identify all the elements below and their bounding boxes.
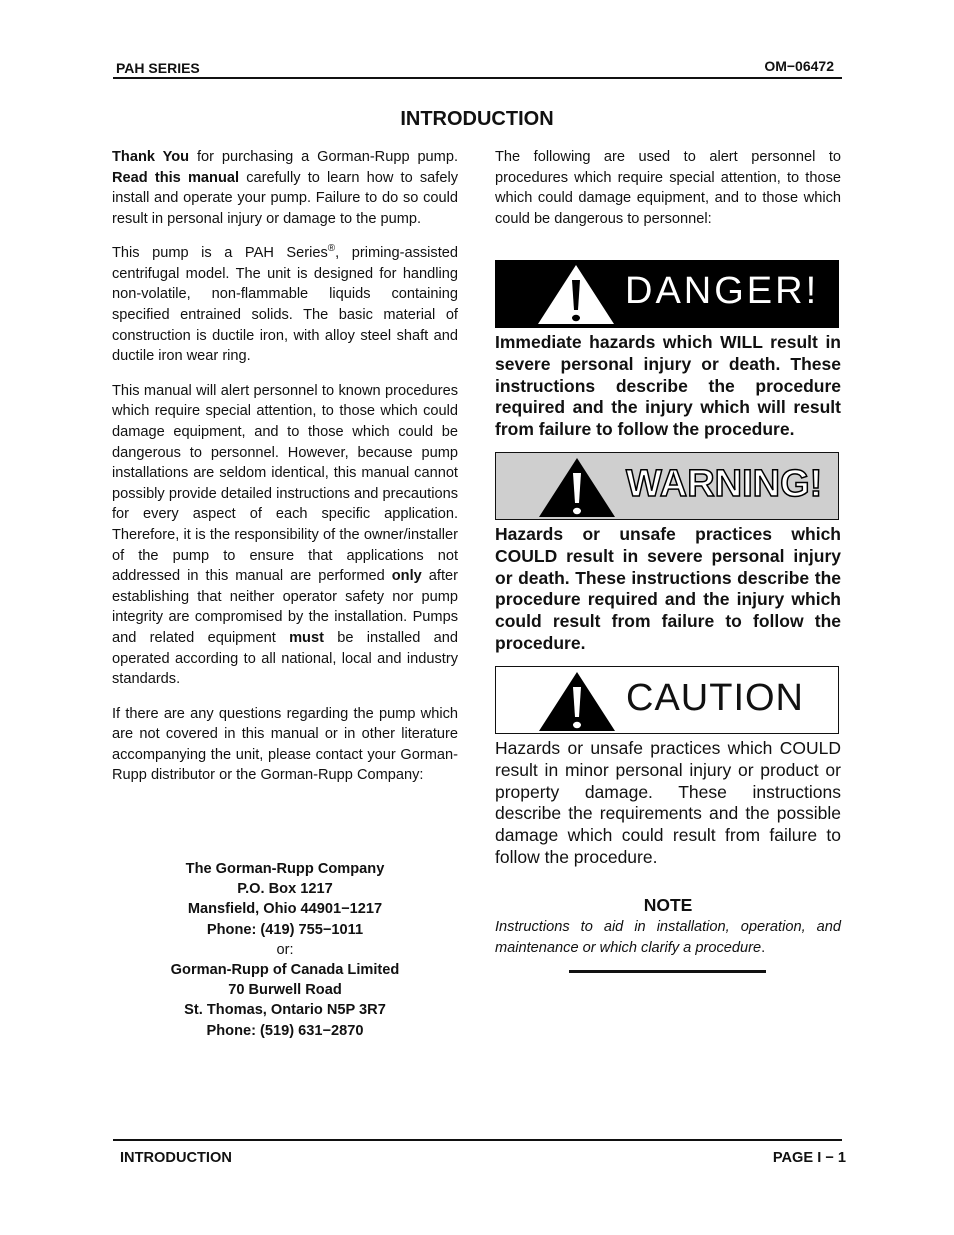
warning-label: WARNING!: [626, 463, 823, 505]
caution-description: Hazards or unsafe practices which COULD result in minor personal injury or product or property damage. These instructions describe the requirements and the possible damage which could result from failure to follow the procedure.: [495, 738, 841, 867]
address-company: The Gorman-Rupp Company: [185, 861, 385, 877]
note-text-italic: Instructions to aid in installation, operation, and maintenance or which clarify a procedure: [495, 919, 841, 956]
only-emphasis: only: [391, 568, 422, 585]
registered-mark: ®: [327, 243, 336, 255]
footer-page-number: PAGE I − 1: [772, 1150, 846, 1166]
p2-text-a: This pump is a PAH Series: [112, 245, 328, 262]
header-doc-number: OM−06472: [764, 58, 834, 74]
page-title: INTRODUCTION: [400, 108, 554, 130]
address-canada-city: St. Thomas, Ontario N5P 3R7: [184, 1002, 386, 1019]
p3-text-c: be installed and operated according to all national, local and industry standards.: [112, 629, 458, 688]
alerts-intro: The following are used to alert personnel to procedures which require special attention, to those which could damage equipment, and to those which could be dangerous to personnel:: [495, 149, 841, 227]
paragraph-questions: If there are any questions regarding the pump which are not covered in this manual or in other literature accompanying the unit, please contact your Gorman-Rupp distributor or the Gorman-Rupp Company:: [112, 705, 458, 784]
address-or: or:: [276, 941, 294, 958]
read-manual-emphasis: Read this manual: [112, 169, 240, 186]
address-city: Mansfield, Ohio 44901−1217: [187, 901, 383, 918]
note-heading: NOTE: [643, 895, 693, 915]
paragraph-manual-alerts: [112, 381, 458, 690]
note-period: .: [761, 940, 766, 956]
danger-description: Immediate hazards which WILL result in severe personal injury or death. These instructions describe the procedure required and the injury which will result from failure to follow the procedure.: [495, 332, 841, 440]
caution-label: CAUTION: [626, 677, 804, 719]
must-emphasis: must: [289, 629, 324, 646]
paragraph-thank-you: [112, 147, 458, 229]
p1-text-b: carefully to learn how to safely install and operate your pump. Failure to do so could result in personal injury or damage to the pump.: [112, 169, 459, 227]
danger-label: DANGER!: [625, 270, 820, 312]
note-text: [495, 917, 841, 959]
footer-rule: [113, 1139, 842, 1141]
p1-text-a: for purchasing a Gorman-Rupp pump.: [189, 149, 459, 165]
caution-sign: [495, 666, 839, 734]
address-po-box: P.O. Box 1217: [237, 881, 333, 898]
footer-section: INTRODUCTION: [120, 1150, 232, 1166]
paragraph-pump-description: [112, 239, 458, 366]
header-series: PAH SERIES: [116, 60, 200, 76]
p3-text-a: This manual will alert personnel to known procedures which require special attention, to those which could damage equipment, and to those which could be dangerous to personnel. However, because pump installations are seldom identical, this manual cannot possibly provide detailed instructions and precautions for every aspect of each specific application. Therefore, it is the responsibility of the owner/installer of the pump to ensure that applications not addressed in this manual are performed: [112, 382, 458, 585]
address-canada-company: Gorman-Rupp of Canada Limited: [170, 962, 400, 979]
caution-triangle-icon: [536, 669, 618, 733]
address-canada-phone: Phone: (519) 631−2870: [206, 1022, 364, 1039]
right-column: [495, 147, 841, 229]
address-canada-street: 70 Burwell Road: [228, 982, 342, 999]
p3-text-b: after establishing that neither operator safety nor pump integrity are compromised by the installation. Pumps and related equipment: [112, 568, 458, 646]
danger-sign: [495, 260, 839, 328]
header-rule: [113, 77, 842, 79]
section-end-rule: [569, 970, 766, 973]
contact-address: [112, 859, 458, 1041]
warning-sign: [495, 452, 839, 520]
warning-description: Hazards or unsafe practices which COULD result in severe personal injury or death. These instructions describe the procedure required and the injury which could result from failure to follow the procedure.: [495, 524, 841, 653]
thank-you-emphasis: Thank You: [112, 149, 190, 165]
p2-text-b: , priming-assisted centrifugal model. The unit is designed for handling non-volatile, non-flammable liquids containing specified entrained solids. The basic material of construction is ductile iron, with alloy steel shaft and ductile iron wear ring.: [112, 245, 459, 365]
address-phone: Phone: (419) 755−1011: [206, 921, 364, 938]
danger-triangle-icon: [535, 262, 617, 326]
left-column: [112, 147, 458, 796]
warning-triangle-icon: [536, 455, 618, 519]
